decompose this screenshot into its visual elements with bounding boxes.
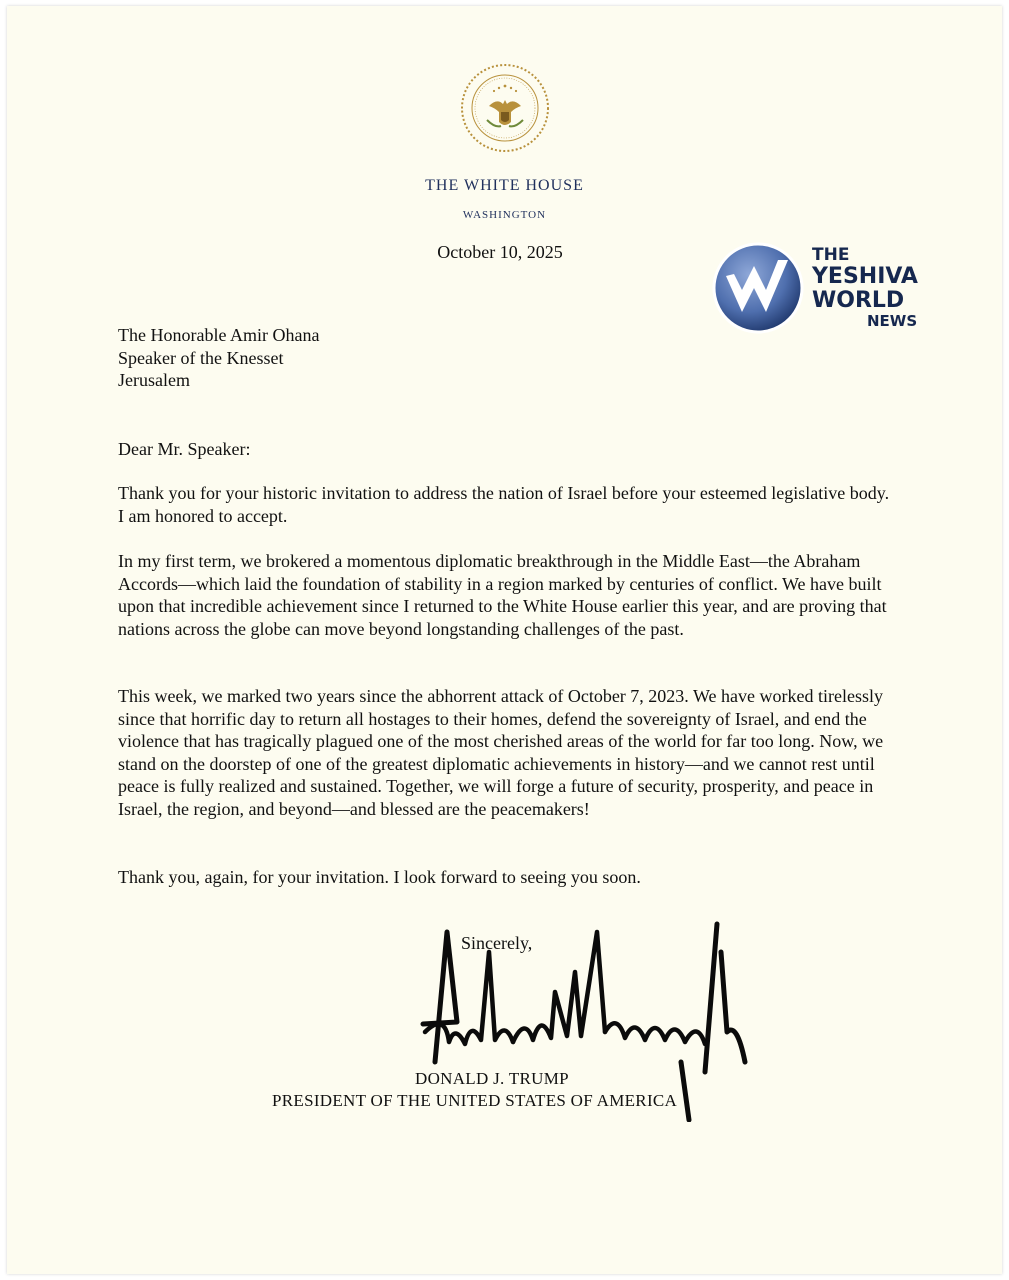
recipient-name: The Honorable Amir Ohana bbox=[118, 325, 320, 345]
body-paragraph: Thank you, again, for your invitation. I look forward to seeing you soon. bbox=[118, 867, 641, 887]
handwritten-signature bbox=[405, 912, 765, 1122]
body-paragraph: In my first term, we brokered a momentous diplomatic breakthrough in the Middle East—the Abraham Accords—which laid the foundation of stability in a region marked by centuries of conflict. We have built upon that incredible achievement since I returned to the White House earlier this year, and are proving that nations across the globe can move beyond longstanding challenges of the past. bbox=[118, 551, 887, 639]
closing: Sincerely, bbox=[461, 933, 533, 953]
presidential-seal-icon bbox=[459, 62, 551, 154]
watermark-text: WORLD bbox=[812, 288, 905, 313]
recipient-location: Jerusalem bbox=[118, 370, 190, 391]
watermark-text: NEWS bbox=[867, 312, 918, 330]
recipient-title: Speaker of the Knesset bbox=[118, 347, 284, 368]
letter-date: October 10, 2025 bbox=[437, 242, 563, 262]
recipient-address bbox=[118, 324, 319, 392]
body-paragraph: This week, we marked two years since the abhorrent attack of October 7, 2023. We have worked tirelessly since that horrific day to return all hostages to their homes, defend the sovereignty of Israel, and end the violence that has tragically plagued one of the most cherished areas of the world for far too long. Now, we stand on the doorstep of one of the greatest diplomatic achievements in history—and we cannot rest until peace is fully realized and sustained. Together, we will forge a future of security, prosperity, and peace in Israel, the region, and beyond—and blessed are the peacemakers! bbox=[118, 686, 884, 819]
body-paragraph: Thank you for your historic invitation to address the nation of Israel before your esteemed legislative body. I am honored to accept. bbox=[118, 483, 890, 526]
watermark-text: THE bbox=[812, 245, 850, 265]
letterhead-city: WASHINGTON bbox=[462, 209, 547, 221]
signer-title: PRESIDENT OF THE UNITED STATES OF AMERICA bbox=[272, 1091, 678, 1110]
watermark-text: YESHIVA bbox=[812, 264, 918, 289]
signer-name: DONALD J. TRUMP bbox=[415, 1069, 569, 1088]
letterhead-institution: THE WHITE HOUSE bbox=[425, 177, 584, 194]
salutation: Dear Mr. Speaker: bbox=[118, 439, 251, 459]
